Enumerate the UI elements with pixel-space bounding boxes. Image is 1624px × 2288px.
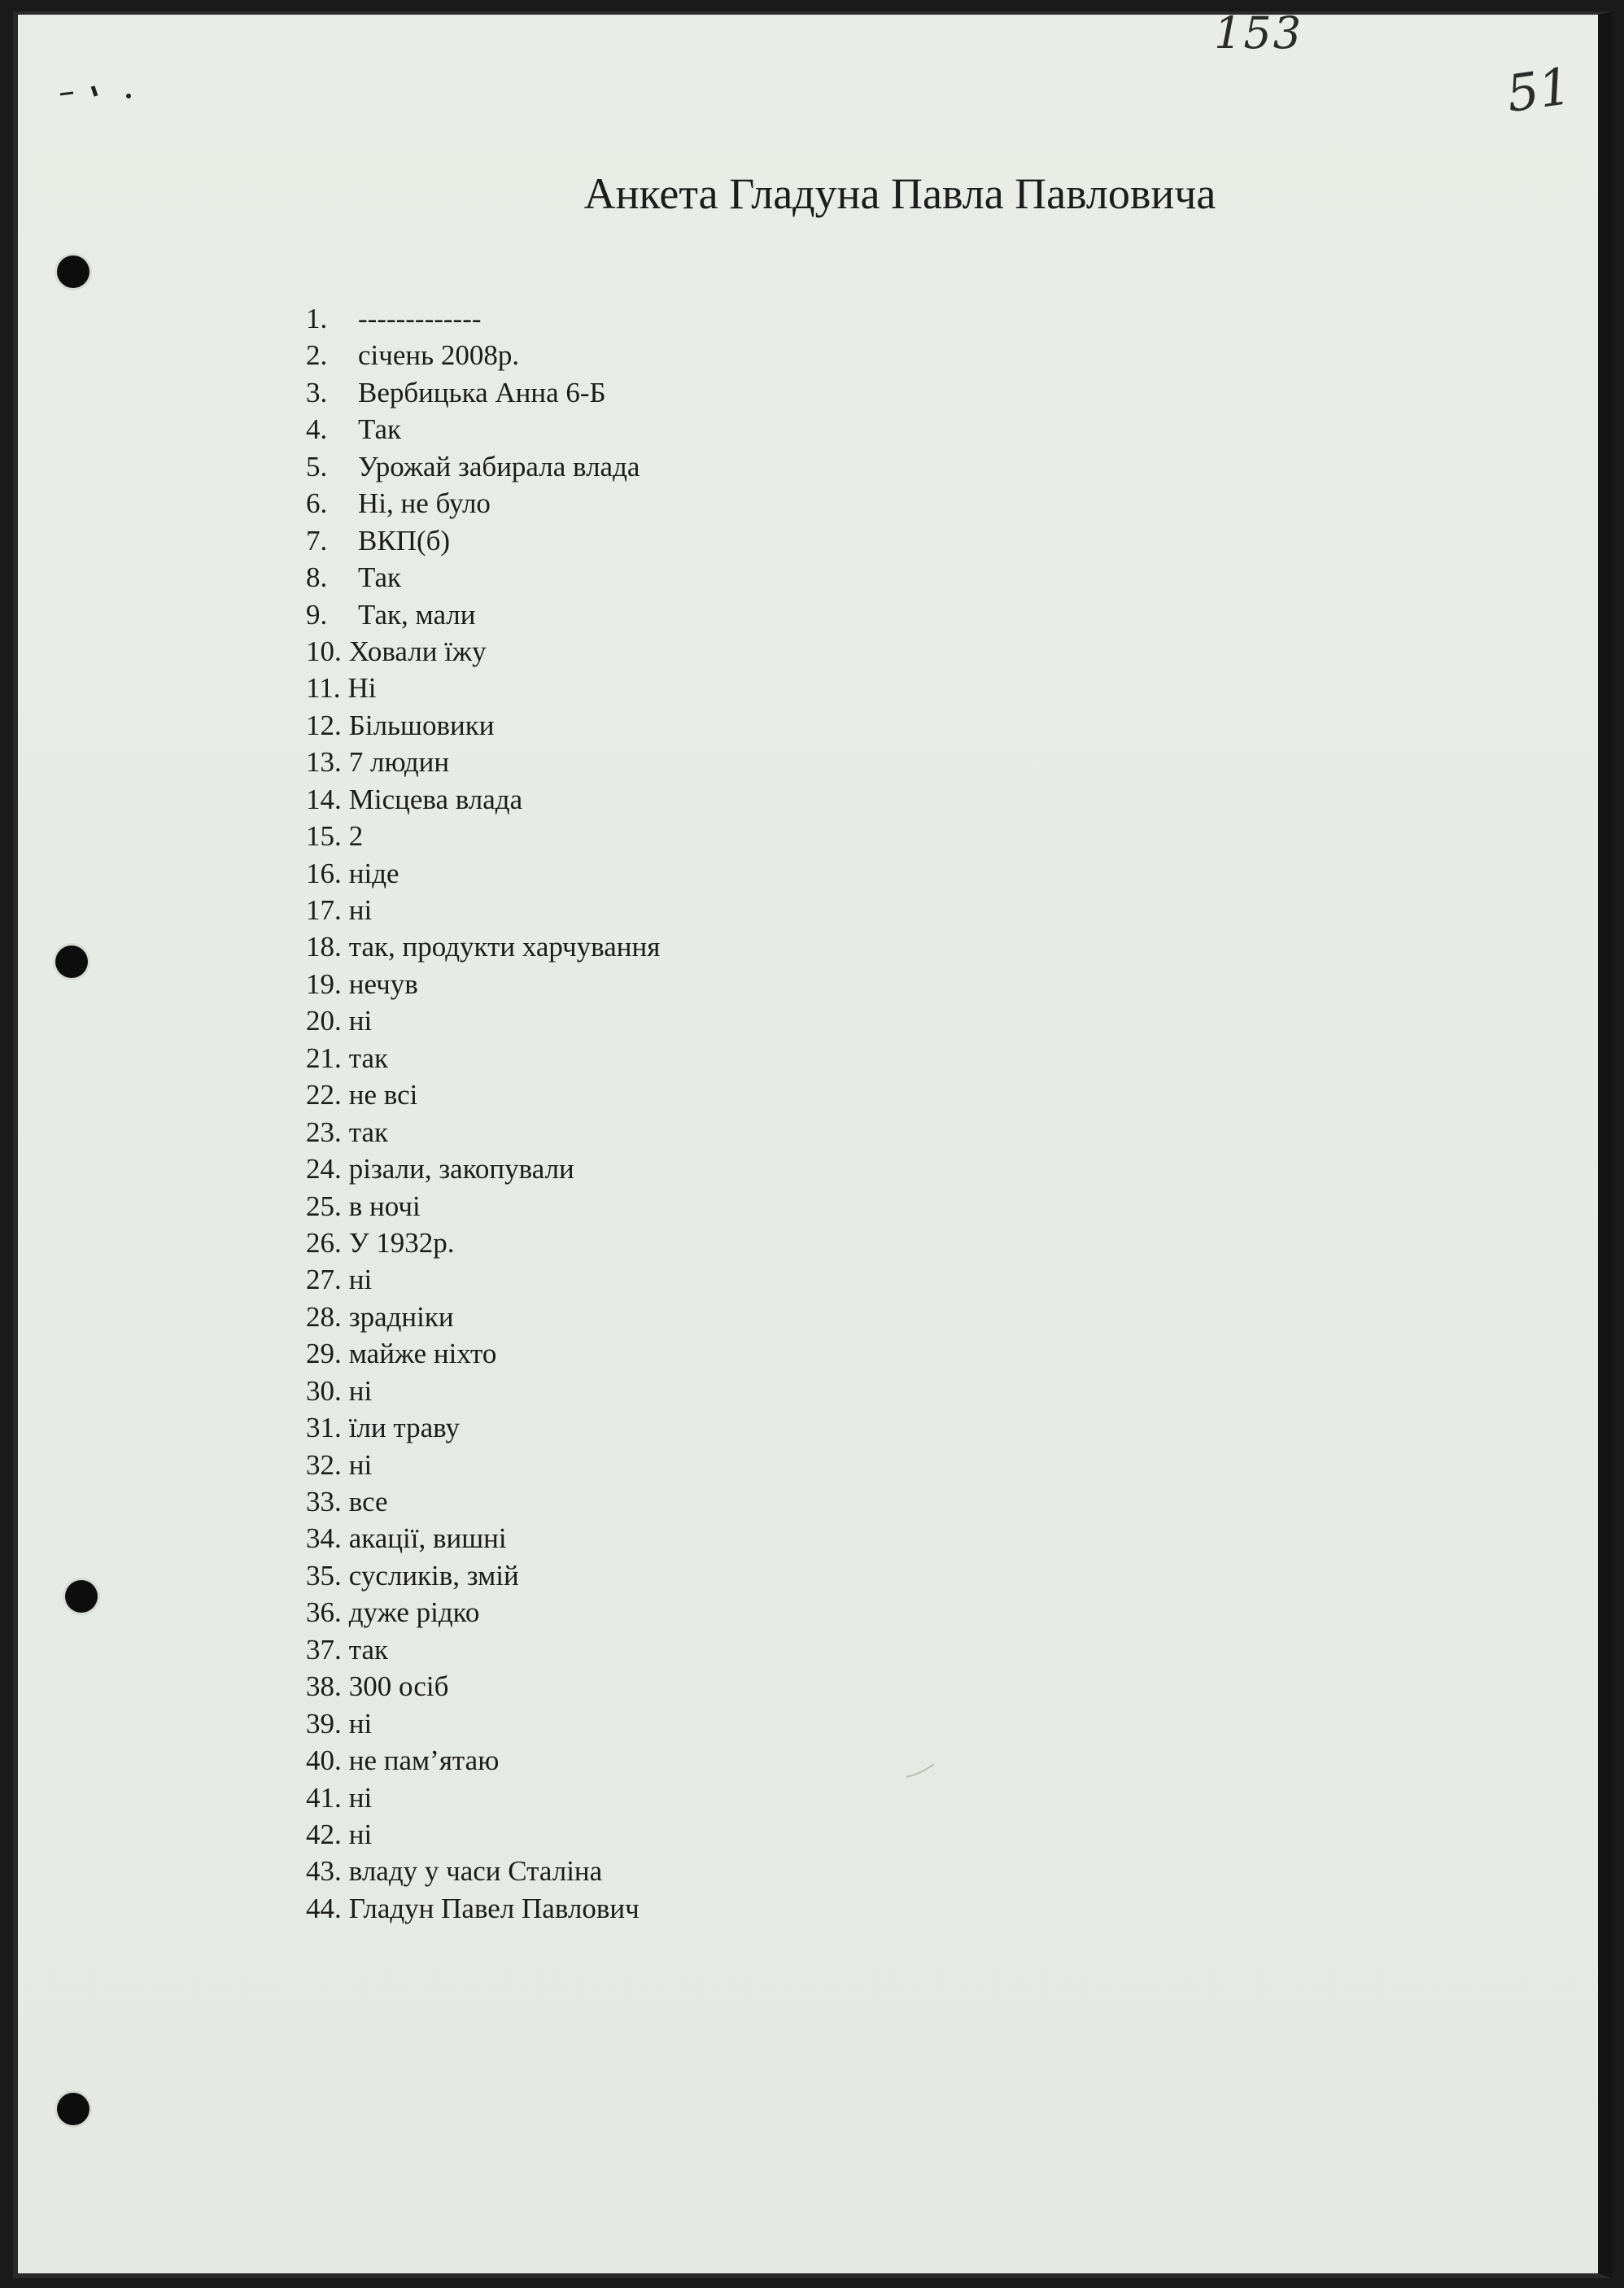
answer-text: Ні, не було (358, 487, 491, 520)
answer-item (306, 928, 660, 965)
answer-text: ні (348, 1005, 373, 1037)
answer-number: 3. (306, 376, 328, 408)
answer-number: 42. (306, 1818, 342, 1850)
answer-text: Ні (347, 672, 377, 705)
answer-text: дуже рідко (348, 1596, 480, 1629)
answer-text: Ховали їжу (348, 635, 487, 667)
answer-text: 2 (348, 820, 364, 853)
answer-item (306, 1668, 660, 1705)
answer-item (306, 1520, 660, 1557)
answer-text: так (348, 1633, 389, 1666)
answer-text: ні (348, 1448, 373, 1481)
answer-item (306, 448, 660, 485)
answer-text: владу у часи Сталіна (348, 1855, 603, 1888)
answer-text: ні (348, 1707, 373, 1740)
answer-item (306, 892, 660, 928)
answer-item (306, 337, 660, 373)
answer-number: 38. (306, 1670, 342, 1703)
punch-hole (55, 945, 88, 978)
answer-text: так, продукти харчування (348, 931, 661, 963)
document-title: Анкета Гладуна Павла Павловича (583, 169, 1216, 218)
answers-list (306, 300, 660, 1927)
answer-number: 32. (306, 1448, 342, 1481)
answer-number: 18. (306, 931, 342, 963)
answer-text: ні (348, 1781, 373, 1814)
answer-text: ні (348, 1264, 373, 1296)
answer-text: 300 осіб (348, 1670, 449, 1703)
answer-text: ніде (348, 857, 399, 889)
answer-item (306, 1779, 660, 1816)
answer-number: 39. (306, 1707, 342, 1740)
answer-text: ні (348, 1374, 373, 1407)
answer-number: 2. (306, 339, 328, 372)
answer-number: 36. (306, 1596, 342, 1629)
answer-item (306, 374, 660, 411)
answer-number: 40. (306, 1744, 342, 1777)
answer-text: ні (348, 894, 373, 926)
answer-text: не пам’ятаю (348, 1744, 500, 1777)
answer-item (306, 1483, 660, 1520)
answer-number: 44. (306, 1892, 342, 1924)
answer-item (306, 1335, 660, 1372)
answer-item (306, 1040, 660, 1076)
answer-text: Так, мали (358, 598, 476, 631)
answer-number: 41. (306, 1781, 342, 1814)
answer-item (306, 670, 660, 706)
answer-text: Так (358, 413, 402, 446)
answer-text: сусликів, змій (348, 1559, 519, 1592)
answer-item (306, 1188, 660, 1225)
answer-item (306, 1225, 660, 1261)
answer-text: Більшовики (348, 709, 495, 741)
answer-number: 24. (306, 1153, 342, 1185)
answer-text: ------------- (358, 303, 482, 334)
answer-number: 20. (306, 1005, 342, 1037)
answer-number: 29. (306, 1338, 342, 1370)
answer-item (306, 1002, 660, 1039)
answer-number: 14. (306, 783, 342, 815)
answer-text: Так (358, 561, 402, 594)
answer-number: 19. (306, 967, 342, 1000)
answer-number: 10. (306, 635, 342, 667)
answer-item (306, 1076, 660, 1113)
answer-number: 37. (306, 1633, 342, 1666)
answer-item (306, 744, 660, 780)
answer-number: 11. (306, 672, 341, 705)
answer-text: ВКП(б) (358, 524, 451, 557)
answer-item (306, 596, 660, 633)
answer-text: їли траву (348, 1412, 461, 1444)
answer-item (306, 1299, 660, 1335)
answer-item (306, 633, 660, 670)
answer-number: 23. (306, 1116, 342, 1148)
answer-item (306, 966, 660, 1002)
answer-item (306, 1742, 660, 1779)
answer-number: 21. (306, 1041, 342, 1074)
answer-text: зрадніки (348, 1300, 454, 1333)
answer-number: 26. (306, 1226, 342, 1259)
answer-item (306, 1594, 660, 1631)
answer-number: 12. (306, 709, 342, 741)
answer-text: 7 людин (348, 746, 450, 779)
answer-item (306, 1447, 660, 1483)
punch-hole (57, 2093, 89, 2125)
answer-text: Вербицька Анна 6-Б (358, 376, 606, 408)
answer-text: в ночі (348, 1190, 421, 1222)
scan-border (13, 7, 1613, 2278)
answer-item (306, 522, 660, 559)
answer-number: 8. (306, 561, 328, 594)
answer-number: 7. (306, 524, 328, 557)
answer-text: так (348, 1041, 389, 1074)
answer-number: 33. (306, 1486, 342, 1517)
pencil-stroke (905, 1761, 937, 1780)
answer-item (306, 1151, 660, 1187)
answer-number: 17. (306, 894, 342, 926)
answer-item (306, 485, 660, 522)
answer-item (306, 707, 660, 744)
answer-number: 5. (306, 450, 328, 482)
answer-number: 34. (306, 1522, 342, 1555)
answer-item (306, 411, 660, 448)
punch-hole (57, 255, 89, 288)
answer-number: 16. (306, 857, 342, 889)
answer-number: 25. (306, 1190, 342, 1222)
paper-sheet (13, 7, 1613, 2278)
answer-item (306, 855, 660, 892)
answer-item (306, 781, 660, 818)
answer-number: 22. (306, 1079, 342, 1111)
answer-number: 4. (306, 413, 328, 446)
answer-text: все (348, 1486, 388, 1517)
answer-text: січень 2008р. (358, 339, 520, 372)
answer-text: різали, закопували (348, 1153, 574, 1185)
answer-number: 31. (306, 1412, 342, 1444)
answer-number: 28. (306, 1300, 342, 1333)
answer-item (306, 818, 660, 854)
answer-item (306, 300, 660, 337)
answer-item (306, 1261, 660, 1298)
answer-item (306, 1557, 660, 1594)
answer-item (306, 1114, 660, 1151)
answer-text: акації, вишні (348, 1522, 507, 1555)
answer-number: 27. (306, 1264, 342, 1296)
answer-item (306, 1409, 660, 1446)
answer-item (306, 1373, 660, 1409)
answer-text: Місцева влада (348, 783, 523, 815)
handwritten-archive-number: 153 (1214, 7, 1303, 59)
answer-number: 6. (306, 487, 328, 520)
answer-number: 35. (306, 1559, 342, 1592)
answer-item (306, 1890, 660, 1927)
handwritten-page-number: 51 (1503, 55, 1575, 124)
answer-item (306, 559, 660, 596)
answer-text: ні (348, 1818, 373, 1850)
answer-number: 9. (306, 598, 328, 631)
answer-number: 13. (306, 746, 342, 779)
answer-item (306, 1705, 660, 1742)
answer-number: 1. (306, 303, 328, 334)
punch-hole (65, 1580, 98, 1613)
answer-text: нечув (348, 967, 418, 1000)
answer-text: так (348, 1116, 389, 1148)
answer-text: У 1932р. (348, 1226, 455, 1259)
answer-item (306, 1631, 660, 1668)
answer-number: 30. (306, 1374, 342, 1407)
answer-number: 15. (306, 820, 342, 853)
answer-item (306, 1853, 660, 1889)
answer-item (306, 1816, 660, 1853)
answer-text: не всі (348, 1079, 418, 1111)
answer-text: майже ніхто (348, 1338, 497, 1370)
answer-text: Урожай забирала влада (358, 450, 640, 482)
scribble-mark (57, 78, 146, 103)
answer-text: Гладун Павел Павлович (348, 1892, 640, 1924)
answer-number: 43. (306, 1855, 342, 1888)
